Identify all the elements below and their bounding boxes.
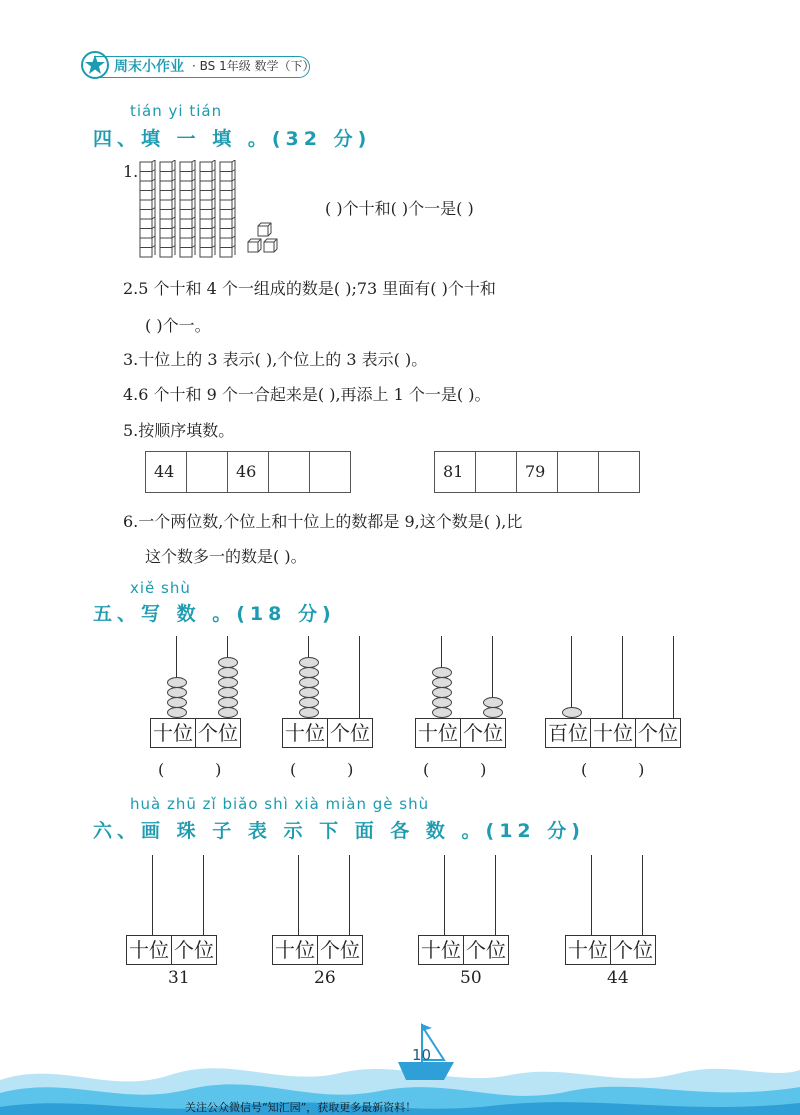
place-value-label: 十位 [591,719,636,747]
place-value-label-box [415,718,506,748]
unit-cube [248,242,258,252]
abacus-rod [349,855,350,935]
abacus-rod [444,855,445,935]
section4-title: 四、填 一 填 。(32 分) [93,128,372,150]
ten-rod-cube [220,229,232,239]
q1-number: 1. [123,162,139,181]
empty-abacus[interactable] [126,855,230,988]
abacus-bead [167,707,187,718]
ten-rod-cube [160,181,172,191]
ten-rod-cube [200,210,212,220]
ten-rod-cube [160,238,172,248]
seq1-cell-blank[interactable] [310,452,350,492]
ten-rods-and-unit-cubes-figure [138,160,288,260]
ten-rod-cube [200,229,212,239]
q6-line2: 这个数多一的数是( )。 [145,547,307,566]
ten-rod-cube [180,191,192,201]
seq1-cell: 46 [228,452,269,492]
ten-rod-cube [180,200,192,210]
place-value-label: 十位 [273,936,318,964]
abacus-bead [432,677,452,688]
target-number: 44 [607,968,629,988]
place-value-label: 十位 [151,719,196,747]
abacus-rod [591,855,592,935]
ten-rod-cube [180,238,192,248]
abacus-bead [299,657,319,668]
ten-rod-cube [220,238,232,248]
empty-abacus[interactable] [418,855,522,988]
section5-pinyin: xiě shù [130,579,191,597]
section6-title: 六、画 珠 子 表 示 下 面 各 数 。(12 分) [93,820,585,842]
header-subtitle: · BS 1年级 数学（下） [192,59,315,73]
place-value-label-box [150,718,241,748]
abacus [415,636,519,806]
place-value-label: 个位 [466,938,506,962]
abacus-bead [218,657,238,668]
ten-rod-cube [220,210,232,220]
ten-rod-cube [180,172,192,182]
place-value-label: 个位 [613,938,653,962]
sequence-boxes-2 [434,451,640,493]
unit-cube [264,242,274,252]
ten-rod-cube [200,162,212,172]
place-value-label: 个位 [198,721,238,745]
target-number: 26 [314,968,336,988]
ten-rod-cube [200,181,212,191]
place-value-label: 个位 [638,721,678,745]
ten-rod-cube [160,229,172,239]
seq1-cell: 44 [146,452,187,492]
abacus-bead [299,707,319,718]
ten-rod-cube [140,200,152,210]
abacus-bead [432,697,452,708]
abacus-bead [432,667,452,678]
abacus-bead [299,697,319,708]
abacus-rod [622,636,623,718]
ten-rod-cube [220,248,232,258]
ten-rod-cube [160,200,172,210]
ten-rod-cube [180,219,192,229]
abacus [282,636,386,806]
unit-cube [258,226,268,236]
abacus-bead [218,697,238,708]
abacus-rod [673,636,674,718]
ten-rod-cube [220,162,232,172]
place-value-label-box [272,935,363,965]
seq2-cell-blank[interactable] [558,452,599,492]
ten-rod-cube [200,200,212,210]
abacus-bead [167,687,187,698]
page-number: 10 [412,1046,432,1064]
place-value-label: 个位 [463,721,503,745]
empty-abacus[interactable] [272,855,376,988]
ten-rod-cube [220,219,232,229]
section5-title: 五、写 数 。(18 分) [93,603,336,625]
section6-pinyin: huà zhū zǐ biǎo shì xià miàn gè shù [130,795,430,813]
abacus-bead [218,707,238,718]
ten-rod-cube [140,238,152,248]
place-value-label: 十位 [419,936,464,964]
ten-rod-cube [180,181,192,191]
place-value-label: 十位 [416,719,461,747]
abacus-bead [299,687,319,698]
place-value-label: 十位 [566,936,611,964]
abacus-bead [218,677,238,688]
q3-text: 3.十位上的 3 表示( ),个位上的 3 表示( )。 [123,350,428,369]
answer-blank[interactable]: ( ) [290,760,354,779]
abacus-bead [432,707,452,718]
ten-rod-cube [140,162,152,172]
sequence-boxes-1 [145,451,351,493]
seq1-cell-blank[interactable] [269,452,310,492]
abacus-bead [483,707,503,718]
target-number: 31 [168,968,190,988]
ten-rod-cube [140,172,152,182]
ten-rod-cube [180,229,192,239]
ten-rod-cube [160,210,172,220]
answer-blank[interactable]: ( ) [158,760,222,779]
seq1-cell-blank[interactable] [187,452,228,492]
footer-note: 关注公众微信号“知汇园”，获取更多最新资料！ [185,1101,417,1114]
seq2-cell-blank[interactable] [476,452,517,492]
ten-rod-cube [140,229,152,239]
abacus-bead [432,687,452,698]
abacus-rod [642,855,643,935]
abacus-rod [495,855,496,935]
ten-rod-cube [200,172,212,182]
q2-line2: ( )个一。 [145,316,211,335]
empty-abacus[interactable] [565,855,669,988]
ten-rod-cube [220,191,232,201]
abacus-bead [299,667,319,678]
ten-rod-cube [220,200,232,210]
ten-rod-cube [140,191,152,201]
abacus-bead [299,677,319,688]
ten-rod-cube [220,172,232,182]
ten-rod-cube [200,191,212,201]
ten-rod-cube [160,172,172,182]
section4-pinyin: tián yi tián [130,102,223,120]
ten-rod-cube [140,210,152,220]
abacus-rod [359,636,360,718]
q6-line1: 6.一个两位数,个位上和十位上的数都是 9,这个数是( ),比 [123,512,523,531]
ten-rod-cube [180,210,192,220]
header [80,50,315,78]
ten-rod-cube [140,181,152,191]
abacus-bead [167,697,187,708]
target-number: 50 [460,968,482,988]
place-value-label-box [418,935,509,965]
q4-text: 4.6 个十和 9 个一合起来是( ),再添上 1 个一是( )。 [123,385,491,404]
ten-rod-cube [200,219,212,229]
ten-rod-cube [220,181,232,191]
answer-blank[interactable]: ( ) [423,760,487,779]
ten-rod-cube [200,248,212,258]
place-value-label: 十位 [283,719,328,747]
seq2-cell: 81 [435,452,476,492]
place-value-label-box [565,935,656,965]
place-value-label: 个位 [320,938,360,962]
abacus-bead [167,677,187,688]
place-value-label: 十位 [127,936,172,964]
seq2-cell-blank[interactable] [599,452,639,492]
abacus [150,636,254,806]
abacus-bead [483,697,503,708]
abacus-rod [571,636,572,718]
abacus-bead [562,707,582,718]
ten-rod-cube [160,248,172,258]
ten-rod-cube [180,162,192,172]
abacus [545,636,701,806]
ten-rod-cube [200,238,212,248]
ten-rod-cube [160,191,172,201]
q2-line1: 2.5 个十和 4 个一组成的数是( );73 里面有( )个十和 [123,279,496,298]
q5-text: 5.按顺序填数。 [123,421,235,440]
abacus-bead [218,687,238,698]
place-value-label: 百位 [546,719,591,747]
ten-rod-cube [160,219,172,229]
place-value-label-box [282,718,373,748]
abacus-rod [152,855,153,935]
place-value-label-box [545,718,681,748]
ten-rod-cube [140,248,152,258]
abacus-rod [203,855,204,935]
abacus-bead [218,667,238,678]
abacus-rod [298,855,299,935]
seq2-cell: 79 [517,452,558,492]
answer-blank[interactable]: ( ) [581,760,645,779]
place-value-label-box [126,935,217,965]
ten-rod-cube [180,248,192,258]
q1-text: ( )个十和( )个一是( ) [325,199,474,218]
place-value-label: 个位 [174,938,214,962]
place-value-label: 个位 [330,721,370,745]
ten-rod-cube [140,219,152,229]
header-title: 周末小作业 [114,59,184,75]
ten-rod-cube [160,162,172,172]
